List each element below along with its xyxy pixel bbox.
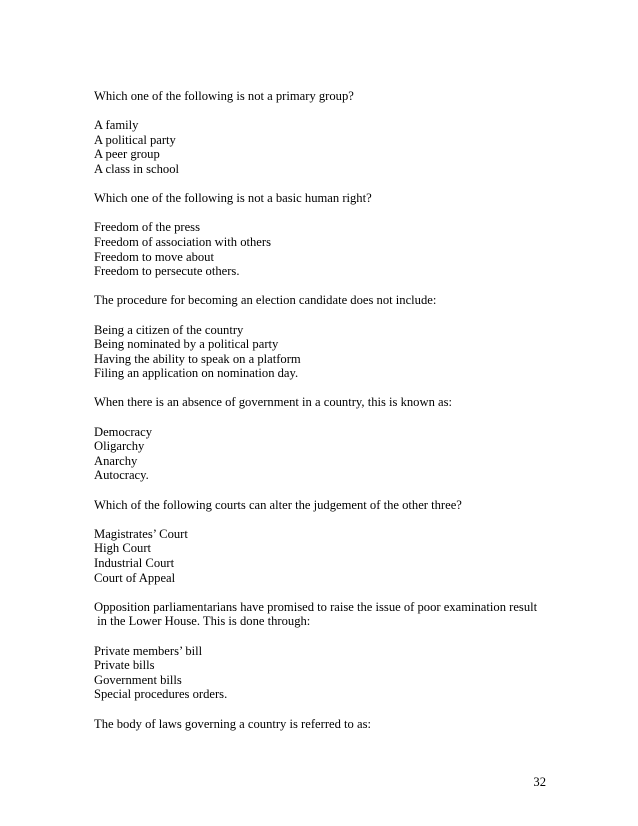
option-item: Industrial Court: [94, 556, 175, 570]
question-5: [94, 498, 594, 513]
option-item: Anarchy: [94, 453, 138, 468]
questions-content: [94, 89, 594, 746]
option-item: A peer group: [94, 147, 160, 162]
options-list-4: [94, 425, 594, 483]
options-list-6: [94, 644, 594, 702]
options-list-1: [94, 118, 594, 176]
option-item: Having the ability to speak on a platform: [94, 351, 301, 366]
option-item: Government bills: [94, 672, 182, 687]
option-item: High Court: [94, 541, 152, 556]
question-text: When there is an absence of government in a country, this is known as:: [94, 395, 453, 410]
option-item: Freedom of association with others: [94, 234, 271, 249]
option-item: Autocracy.: [94, 468, 149, 483]
options-list-5: [94, 527, 594, 585]
option-item: Oligarchy: [94, 439, 145, 454]
option-item: Private bills: [94, 658, 155, 673]
option-item: Freedom of the press: [94, 220, 200, 235]
option-item: Private members’ bill: [94, 643, 203, 658]
question-text: Which of the following courts can alter the judgement of the other three?: [94, 497, 462, 512]
option-item: A family: [94, 118, 139, 133]
question-7: [94, 717, 594, 732]
question-3: [94, 293, 594, 308]
question-4: [94, 395, 594, 410]
option-item: Freedom to persecute others.: [94, 264, 240, 279]
question-text: Which one of the following is not a primary group?: [94, 89, 354, 103]
options-list-2: [94, 220, 594, 278]
question-text: in the Lower House. This is done through:: [94, 614, 311, 629]
question-1: [94, 89, 594, 104]
option-item: Magistrates’ Court: [94, 526, 188, 541]
option-item: Being a citizen of the country: [94, 322, 244, 337]
page-number: 32: [533, 775, 546, 789]
option-item: Special procedures orders.: [94, 687, 228, 702]
option-item: Court of Appeal: [94, 570, 176, 585]
options-list-3: [94, 323, 594, 381]
option-item: A class in school: [94, 161, 180, 176]
option-item: Being nominated by a political party: [94, 337, 279, 352]
option-item: Democracy: [94, 424, 153, 439]
question-text: Opposition parliamentarians have promised to raise the issue of poor examination result: [94, 599, 538, 614]
question-text: The procedure for becoming an election candidate does not include:: [94, 293, 437, 308]
option-item: A political party: [94, 132, 176, 147]
option-item: Filing an application on nomination day.: [94, 366, 299, 381]
question-2: [94, 191, 594, 206]
option-item: Freedom to move about: [94, 249, 214, 264]
question-6: [94, 600, 594, 629]
question-text: Which one of the following is not a basic human right?: [94, 191, 372, 206]
question-text: The body of laws governing a country is referred to as:: [94, 716, 371, 731]
